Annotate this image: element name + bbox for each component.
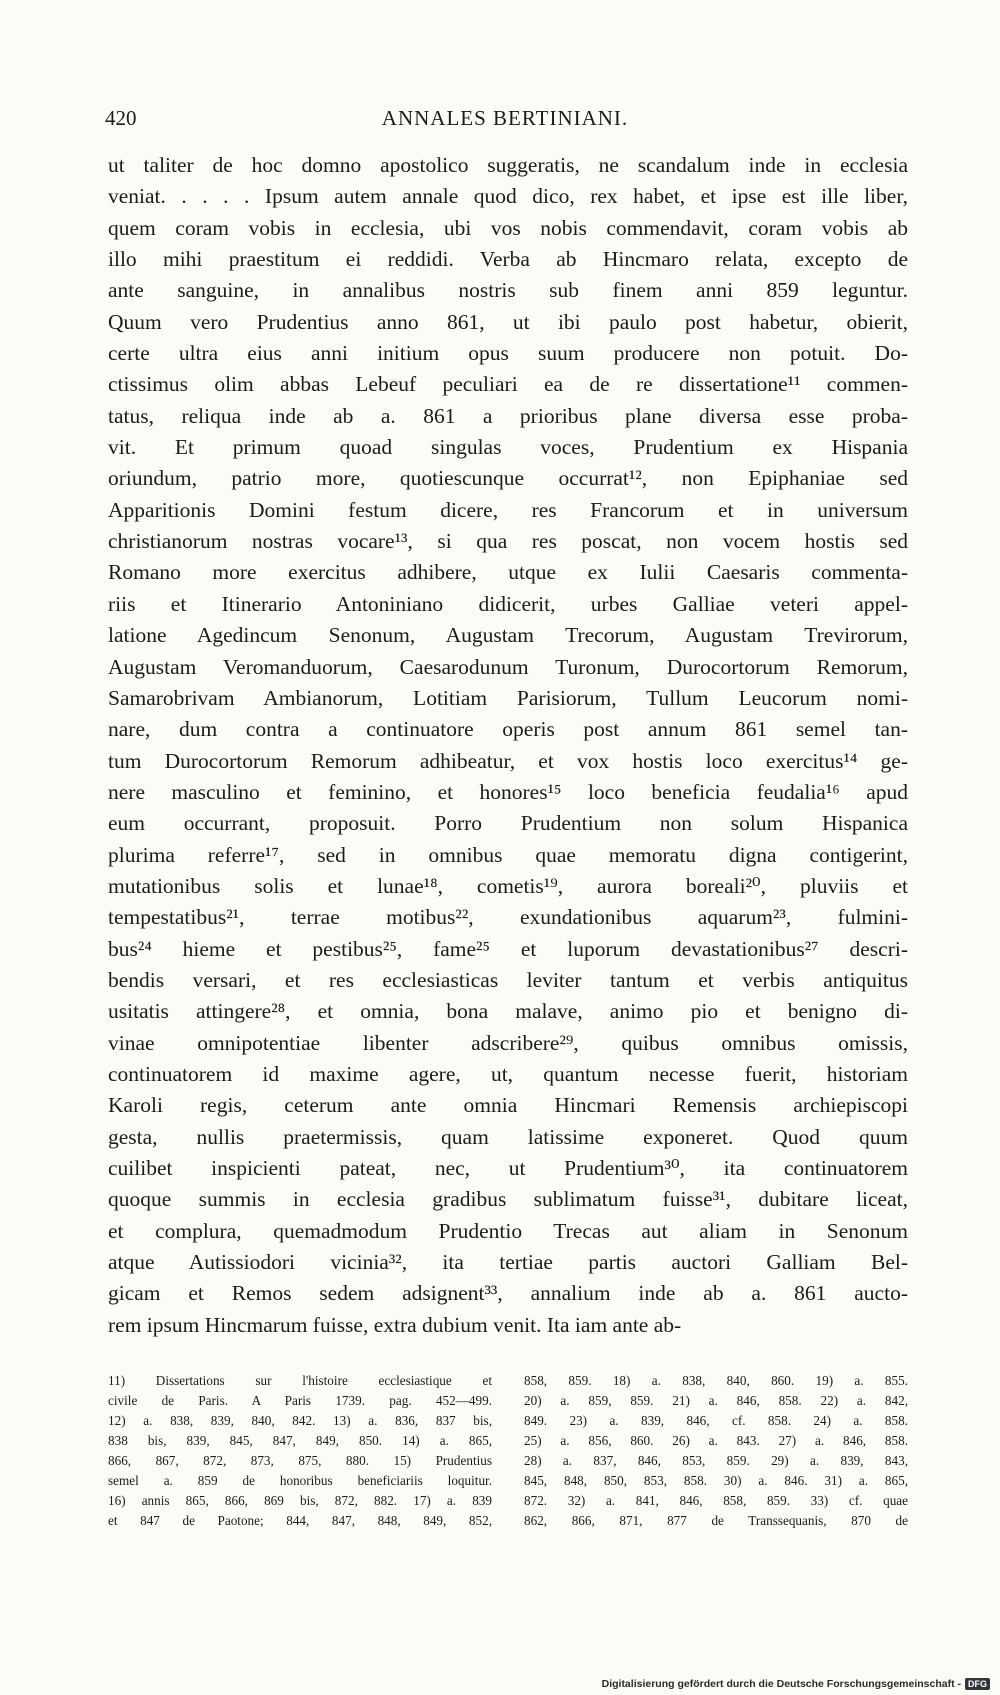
text-line: oriundum, patrio more, quotiescunque occurrat¹², non Epiphaniae sed [108,466,908,491]
dfg-logo: DFG [965,1678,990,1690]
text-line: Samarobrivam Ambianorum, Lotitiam Parisiorum, Tullum Leucorum nomi- [108,685,908,710]
text-line: nere masculino et feminino, et honores¹⁵ loco beneficia feudalia¹⁶ apud [108,779,908,804]
text-line: ctissimus olim abbas Lebeuf peculiari ea de re dissertatione¹¹ commen- [108,372,908,397]
text-line: cuilibet inspicienti pateat, nec, ut Prudentium³⁰, ita continuatorem [108,1156,908,1180]
footnotes-left-column [108,1371,492,1531]
footnote-line: 20) a. 859, 859. 21) a. 846, 858. 22) a. 842, [524,1393,908,1408]
text-line: atque Autissiodori vicinia³², ita tertiae partis auctori Galliam Bel- [108,1250,908,1275]
text-line: riis et Itinerario Antoniniano didicerit, urbes Galliae veteri appel- [108,591,908,616]
text-line: vinae omnipotentiae libenter adscribere²⁹, quibus omnibus omissis, [108,1030,908,1055]
footnote-line: 11) Dissertations sur l'histoire ecclesiastique et [108,1373,492,1388]
text-line: latione Agedincum Senonum, Augustam Trecorum, Augustam Trevirorum, [108,623,908,648]
text-line: usitatis attingere²⁸, et omnia, bona malave, animo pio et benigno di- [108,999,908,1024]
footnotes [108,1371,908,1531]
text-line: certe ultra eius anni initium opus suum producere non potuit. Do- [108,341,908,366]
text-line: ante sanguine, in annalibus nostris sub finem anni 859 leguntur. [108,278,908,303]
text-line: tempestatibus²¹, terrae motibus²², exundationibus aquarum²³, fulmini- [108,905,908,930]
footnote-line: 866, 867, 872, 873, 875, 880. 15) Prudentius [108,1453,492,1468]
text-line: tum Durocortorum Remorum adhibeatur, et vox hostis loco exercitus¹⁴ ge- [108,748,908,773]
footnote-line: semel a. 859 de honoribus beneficiariis loquitur. [108,1473,492,1488]
footnote-line: 845, 848, 850, 853, 858. 30) a. 846. 31) a. 865, [524,1473,908,1488]
text-line: rem ipsum Hincmarum fuisse, extra dubium venit. Ita iam ante ab- [108,1312,682,1337]
text-line: quem coram vobis in ecclesia, ubi vos nobis commendavit, coram vobis ab [108,215,908,240]
text-line: illo mihi praestitum ei reddidi. Verba ab Hincmaro relata, excepto de [108,247,908,272]
footnote-line: 872. 32) a. 841, 846, 858, 859. 33) cf. quae [524,1493,908,1508]
text-line: ut taliter de hoc domno apostolico suggeratis, ne scandalum inde in ecclesia [108,153,908,177]
text-line: plurima referre¹⁷, sed in omnibus quae memoratu digna contigerint, [108,842,908,867]
text-line: veniat. . . . . Ipsum autem annale quod dico, rex habet, et ipse est ille liber, [108,184,908,209]
footnote-line: et 847 de Paotone; 844, 847, 848, 849, 852, [108,1513,492,1528]
text-line: vit. Et primum quoad singulas voces, Prudentium ex Hispania [108,435,908,460]
body-text [108,150,908,1341]
text-line: eum occurrant, proposuit. Porro Prudentium non solum Hispanica [108,811,908,836]
footnote-line: 16) annis 865, 866, 869 bis, 872, 882. 17) a. 839 [108,1493,492,1508]
footnote-line: civile de Paris. A Paris 1739. pag. 452—499. [108,1393,492,1408]
text-line: Apparitionis Domini festum dicere, res Francorum et in universum [108,497,908,522]
text-line: Romano more exercitus adhibere, utque ex Iulii Caesaris commenta- [108,560,908,585]
text-line: christianorum nostras vocare¹³, si qua res poscat, non vocem hostis sed [108,529,908,554]
footnote-line: 838 bis, 839, 845, 847, 849, 850. 14) a. 865, [108,1433,492,1448]
page-number: 420 [105,106,137,130]
footnote-line: 862, 866, 871, 877 de Transsequanis, 870 de [524,1513,908,1528]
footnote-line: 12) a. 838, 839, 840, 842. 13) a. 836, 837 bis, [108,1413,492,1428]
text-line: Karoli regis, ceterum ante omnia Hincmari Remensis archiepiscopi [108,1093,908,1118]
text-line: bus²⁴ hieme et pestibus²⁵, fame²⁵ et luporum devastationibus²⁷ descri- [108,936,908,961]
text-line: continuatorem id maxime agere, ut, quantum necesse fuerit, historiam [108,1061,908,1086]
text-line: mutationibus solis et lunae¹⁸, cometis¹⁹, aurora boreali²⁰, pluviis et [108,873,908,898]
footnote-line: 28) a. 837, 846, 853, 859. 29) a. 839, 843, [524,1453,908,1468]
text-line: bendis versari, et res ecclesiasticas leviter tantum et verbis antiquitus [108,967,908,992]
footnote-line: 25) a. 856, 860. 26) a. 843. 27) a. 846, 858. [524,1433,908,1448]
footnotes-right-column [524,1371,908,1531]
footnote-line: 858, 859. 18) a. 838, 840, 860. 19) a. 855. [524,1373,908,1388]
text-line: nare, dum contra a continuatore operis post annum 861 semel tan- [108,717,908,742]
text-line: tatus, reliqua inde ab a. 861 a prioribus plane diversa esse proba- [108,403,908,428]
text-line: quoque summis in ecclesia gradibus sublimatum fuisse³¹, dubitare liceat, [108,1187,908,1212]
digitization-note: Digitalisierung gefördert durch die Deutsche Forschungsgemeinschaft - [601,1678,961,1690]
text-line: Quum vero Prudentius anno 861, ut ibi paulo post habetur, obierit, [108,309,908,334]
digitization-credit [602,1677,990,1691]
text-line: gesta, nullis praetermissis, quam latissime exponeret. Quod quum [108,1124,908,1149]
text-line: gicam et Remos sedem adsignent³³, annalium inde ab a. 861 aucto- [108,1281,908,1306]
text-line: et complura, quemadmodum Prudentio Trecas aut aliam in Senonum [108,1218,908,1243]
running-title: ANNALES BERTINIANI. [381,106,629,130]
text-line: Augustam Veromanduorum, Caesarodunum Turonum, Durocortorum Remorum, [108,654,908,679]
footnote-line: 849. 23) a. 839, 846, cf. 858. 24) a. 858. [524,1413,908,1428]
page-header [105,106,905,138]
